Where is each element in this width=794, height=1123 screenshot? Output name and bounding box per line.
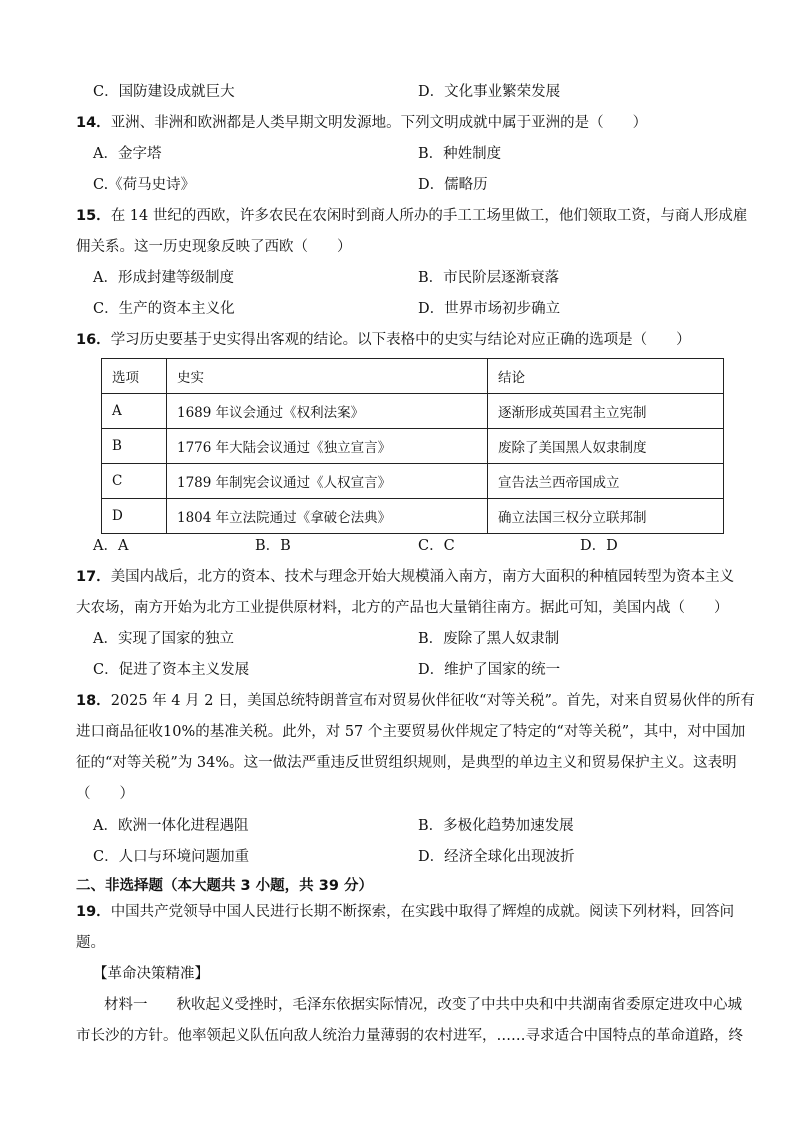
q15-option-d: D．世界市场初步确立 (418, 301, 561, 317)
question-15 (76, 206, 747, 226)
q13-option-c: C．国防建设成就巨大 (93, 84, 235, 100)
question-15-stem-1: 在 14 世纪的西欧，许多农民在农闲时到商人所办的手工工场里做工，他们领取工资，与商人形成雇 (110, 208, 748, 224)
q13-option-d: D．文化事业繁荣发展 (418, 84, 561, 100)
material-1-line-2: 市长沙的方针。他率领起义队伍向敌人统治力量薄弱的农村进军，……寻求适合中国特点的革命道路，终 (76, 1028, 743, 1044)
table-cell: 1689 年议会通过《权利法案》 (167, 394, 488, 429)
table-row (102, 464, 724, 499)
q15-option-c: C．生产的资本主义化 (93, 301, 235, 317)
table-header-cell: 选项 (102, 359, 167, 394)
question-number: 14． (76, 115, 111, 131)
table-cell: 1789 年制宪会议通过《人权宣言》 (167, 464, 488, 499)
table-cell: C (102, 464, 167, 499)
question-18-stem-1: 2025 年 4 月 2 日，美国总统特朗普宣布对贸易伙伴征收“对等关税”。首先，对来自贸易伙伴的所有 (110, 693, 755, 709)
table-cell: 逐渐形成英国君主立宪制 (488, 394, 724, 429)
table-cell: 确立法国三权分立联邦制 (488, 499, 724, 534)
question-14-stem: 亚洲、非洲和欧洲都是人类早期文明发源地。下列文明成就中属于亚洲的是（ ） (110, 115, 648, 131)
q17-option-c: C．促进了资本主义发展 (93, 662, 250, 678)
q16-option-a: A．A (93, 538, 129, 554)
question-18-stem-4: （ ） (76, 786, 134, 802)
table-cell: 1804 年立法院通过《拿破仑法典》 (167, 499, 488, 534)
q15-option-b: B．市民阶层逐渐衰落 (418, 270, 560, 286)
q18-option-c: C．人口与环境问题加重 (93, 849, 250, 865)
q14-option-a: A．金字塔 (93, 146, 162, 162)
q18-option-d: D．经济全球化出现波折 (418, 849, 575, 865)
table-row (102, 394, 724, 429)
question-number: 19． (76, 904, 111, 920)
q15-option-a: A．形成封建等级制度 (93, 270, 234, 286)
question-14 (76, 113, 647, 133)
q14-option-b: B．种姓制度 (418, 146, 502, 162)
question-15-stem-2: 佣关系。这一历史现象反映了西欧（ ） (76, 239, 352, 255)
history-facts-table (101, 358, 724, 534)
table-header-row (102, 359, 724, 394)
table-cell: D (102, 499, 167, 534)
q18-option-b: B．多极化趋势加速发展 (418, 818, 574, 834)
q14-option-c: C.《荷马史诗》 (93, 177, 196, 193)
table-cell: 废除了美国黑人奴隶制度 (488, 429, 724, 464)
section-title: 二、非选择题（本大题共 3 小题，共 39 分） (76, 878, 373, 894)
question-19-stem-1: 中国共产党领导中国人民进行长期不断探索，在实践中取得了辉煌的成就。阅读下列材料，回答问 (110, 904, 735, 920)
table-row (102, 429, 724, 464)
q16-option-c: C．C (418, 538, 455, 554)
table-cell: 宣告法兰西帝国成立 (488, 464, 724, 499)
table-cell: A (102, 394, 167, 429)
question-number: 17． (76, 569, 111, 585)
q17-option-b: B．废除了黑人奴隶制 (418, 631, 560, 647)
question-number: 18． (76, 693, 111, 709)
question-number: 15． (76, 208, 111, 224)
q14-option-d: D．儒略历 (418, 177, 488, 193)
question-16 (76, 330, 691, 350)
question-18-stem-2: 进口商品征收10%的基准关税。此外，对 57 个主要贸易伙伴规定了特定的“对等关税”，其中，对中国加 (76, 724, 746, 740)
table-header-cell: 史实 (167, 359, 488, 394)
table-cell: B (102, 429, 167, 464)
material-subheading: 【革命决策精准】 (93, 966, 209, 982)
question-19-stem-2: 题。 (76, 935, 105, 951)
question-17 (76, 567, 734, 587)
question-18-stem-3: 征的“对等关税”为 34%。这一做法严重违反世贸组织规则，是典型的单边主义和贸易保护主义。这表明 (76, 755, 737, 771)
q17-option-a: A．实现了国家的独立 (93, 631, 234, 647)
q16-option-b: B．B (255, 538, 291, 554)
table-row (102, 499, 724, 534)
table-header-cell: 结论 (488, 359, 724, 394)
question-17-stem-1: 美国内战后，北方的资本、技术与理念开始大规模涌入南方，南方大面积的种植园转型为资本主义 (110, 569, 735, 585)
question-17-stem-2: 大农场，南方开始为北方工业提供原材料，北方的产品也大量销往南方。据此可知，美国内战（ ） (76, 600, 729, 616)
q17-option-d: D．维护了国家的统一 (418, 662, 561, 678)
question-18 (76, 691, 755, 711)
q16-option-d: D．D (580, 538, 618, 554)
question-16-stem: 学习历史要基于史实得出客观的结论。以下表格中的史实与结论对应正确的选项是（ ） (110, 332, 691, 348)
q18-option-a: A．欧洲一体化进程遇阻 (93, 818, 249, 834)
question-19 (76, 902, 734, 922)
question-number: 16． (76, 332, 111, 348)
table-cell: 1776 年大陆会议通过《独立宣言》 (167, 429, 488, 464)
material-1-line-1: 材料一 秋收起义受挫时，毛泽东依据实际情况，改变了中共中央和中共湖南省委原定进攻中心城 (104, 997, 742, 1013)
